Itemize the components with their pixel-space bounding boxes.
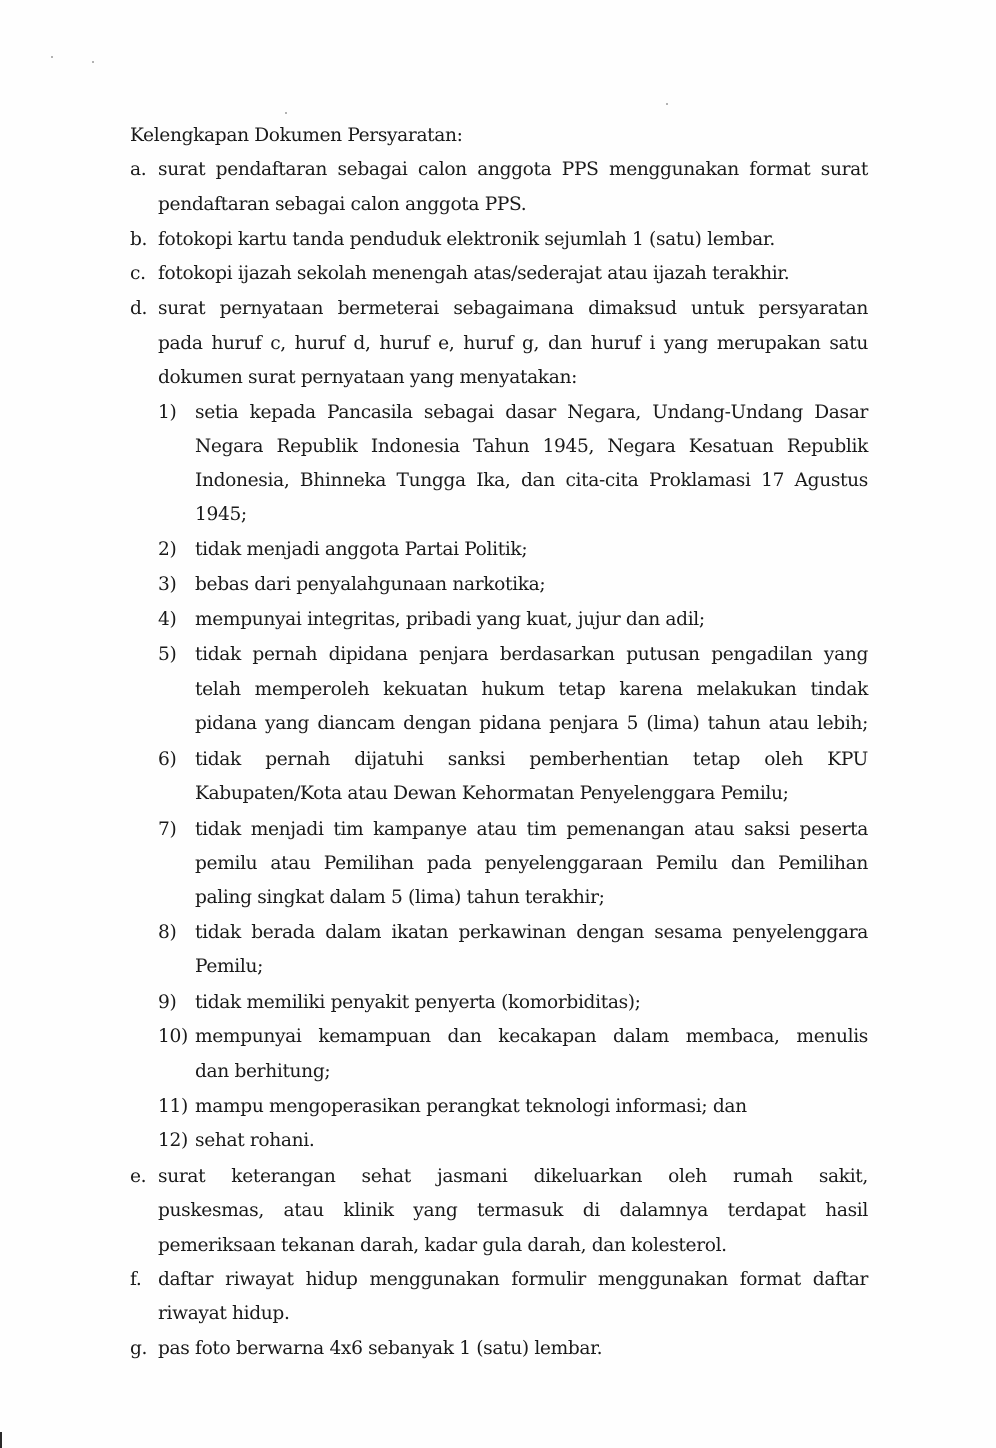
subitem-10-line-2: dan berhitung;	[195, 1061, 331, 1082]
item-marker-g: g.	[130, 1338, 148, 1359]
subitem-marker-9: 9)	[158, 992, 177, 1013]
subitem-1-line-4: 1945;	[195, 504, 247, 525]
item-e-line-3: pemeriksaan tekanan darah, kadar gula darah, dan kolesterol.	[158, 1235, 727, 1256]
item-marker-f: f.	[130, 1269, 142, 1290]
scan-speck	[92, 61, 94, 63]
item-marker-d: d.	[130, 298, 148, 319]
subitem-7-line-2: pemilu atau Pemilihan pada penyelenggaraan Pemilu dan Pemilihan	[195, 853, 868, 874]
subitem-marker-5: 5)	[158, 644, 177, 665]
scan-speck	[285, 112, 287, 114]
subitem-1-line-3: Indonesia, Bhinneka Tunggа Ika, dan cita-cita Proklamasi 17 Agustus	[195, 470, 868, 491]
item-a-line-2: pendaftaran sebagai calon anggota PPS.	[158, 194, 527, 215]
subitem-3-line-1: bebas dari penyalahgunaan narkotika;	[195, 574, 546, 595]
subitem-11-line-1: mampu mengoperasikan perangkat teknologi informasi; dan	[195, 1096, 747, 1117]
subitem-marker-11: 11)	[158, 1096, 188, 1117]
subitem-8-line-1: tidak berada dalam ikatan perkawinan dengan sesama penyelenggara	[195, 922, 868, 943]
item-e-line-1: surat keterangan sehat jasmani dikeluarkan oleh rumah sakit,	[158, 1166, 868, 1187]
subitem-5-line-1: tidak pernah dipidana penjara berdasarkan putusan pengadilan yang	[195, 644, 868, 665]
subitem-marker-10: 10)	[158, 1026, 188, 1047]
subitem-1-line-1: setia kepada Pancasila sebagai dasar Negara, Undang-Undang Dasar	[195, 402, 868, 423]
subitem-5-line-3: pidana yang diancam dengan pidana penjara 5 (lima) tahun atau lebih;	[195, 713, 868, 734]
subitem-4-line-1: mempunyai integritas, pribadi yang kuat, jujur dan adil;	[195, 609, 705, 630]
subitem-7-line-3: paling singkat dalam 5 (lima) tahun terakhir;	[195, 887, 605, 908]
item-marker-b: b.	[130, 229, 148, 250]
subitem-6-line-2: Kabupaten/Kota atau Dewan Kehormatan Penyelenggara Pemilu;	[195, 783, 789, 804]
item-g-line-1: pas foto berwarna 4x6 sebanyak 1 (satu) lembar.	[158, 1338, 603, 1359]
document-heading: Kelengkapan Dokumen Persyaratan:	[130, 125, 463, 146]
subitem-8-line-2: Pemilu;	[195, 956, 263, 977]
item-d-line-1: surat pernyataan bermeterai sebagaimana dimaksud untuk persyaratan	[158, 298, 868, 319]
subitem-7-line-1: tidak menjadi tim kampanye atau tim pemenangan atau saksi peserta	[195, 819, 868, 840]
item-e-line-2: puskesmas, atau klinik yang termasuk di dalamnya terdapat hasil	[158, 1200, 868, 1221]
subitem-marker-2: 2)	[158, 539, 177, 560]
subitem-marker-8: 8)	[158, 922, 177, 943]
item-f-line-1: daftar riwayat hidup menggunakan formulir menggunakan format daftar	[158, 1269, 868, 1290]
subitem-12-line-1: sehat rohani.	[195, 1130, 315, 1151]
subitem-marker-4: 4)	[158, 609, 177, 630]
subitem-marker-6: 6)	[158, 749, 177, 770]
subitem-marker-3: 3)	[158, 574, 177, 595]
subitem-10-line-1: mempunyai kemampuan dan kecakapan dalam membaca, menulis	[195, 1026, 868, 1047]
item-marker-a: a.	[130, 159, 147, 180]
scan-speck	[51, 56, 53, 58]
item-marker-e: e.	[130, 1166, 147, 1187]
subitem-5-line-2: telah memperoleh kekuatan hukum tetap karena melakukan tindak	[195, 679, 868, 700]
item-marker-c: c.	[130, 263, 146, 284]
item-a-line-1: surat pendaftaran sebagai calon anggota PPS menggunakan format surat	[158, 159, 868, 180]
item-c-line-1: fotokopi ijazah sekolah menengah atas/sederajat atau ijazah terakhir.	[158, 263, 790, 284]
item-b-line-1: fotokopi kartu tanda penduduk elektronik sejumlah 1 (satu) lembar.	[158, 229, 775, 250]
scan-edge-mark	[0, 1432, 2, 1448]
subitem-marker-12: 12)	[158, 1130, 188, 1151]
subitem-marker-1: 1)	[158, 402, 177, 423]
subitem-2-line-1: tidak menjadi anggota Partai Politik;	[195, 539, 528, 560]
subitem-9-line-1: tidak memiliki penyakit penyerta (komorbiditas);	[195, 992, 641, 1013]
subitem-6-line-1: tidak pernah dijatuhi sanksi pemberhentian tetap oleh KPU	[195, 749, 868, 770]
scan-speck	[666, 103, 668, 105]
item-d-line-2: pada huruf c, huruf d, huruf e, huruf g, dan huruf i yang merupakan satu	[158, 333, 868, 354]
subitem-marker-7: 7)	[158, 819, 177, 840]
item-d-line-3: dokumen surat pernyataan yang menyatakan:	[158, 367, 577, 388]
subitem-1-line-2: Negara Republik Indonesia Tahun 1945, Negara Kesatuan Republik	[195, 436, 868, 457]
item-f-line-2: riwayat hidup.	[158, 1303, 290, 1324]
